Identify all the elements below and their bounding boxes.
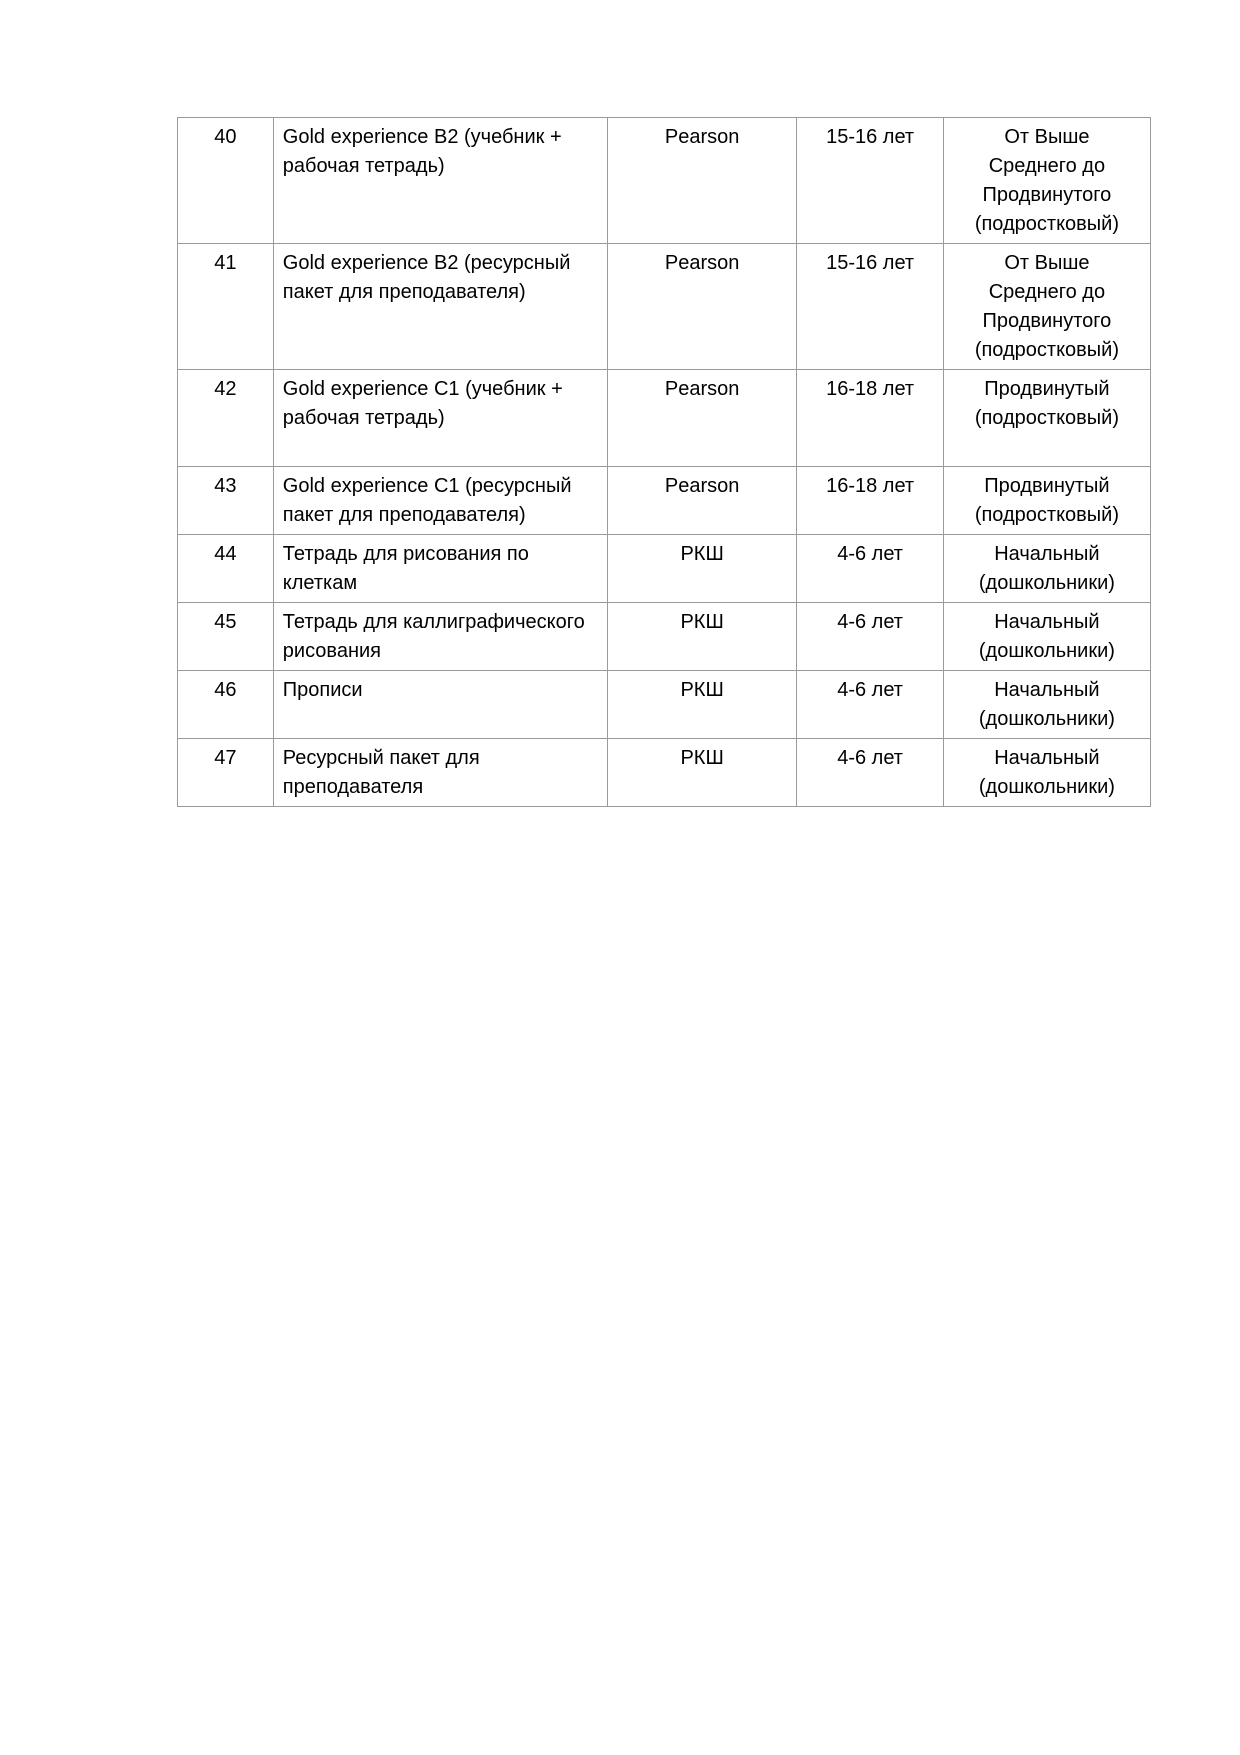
row-number: 42 [178,370,274,467]
table-row [178,370,1151,467]
publisher: Pearson [607,244,796,370]
publisher: Pearson [607,370,796,467]
table-row [178,739,1151,807]
table-row [178,118,1151,244]
level: Продвинутый (подростковый) [943,370,1150,467]
level: Начальный (дошкольники) [943,671,1150,739]
table-row [178,467,1151,535]
material-title: Gold experience B2 (учебник + рабочая тетрадь) [273,118,607,244]
row-number: 43 [178,467,274,535]
age-range: 15-16 лет [797,118,943,244]
materials-table [177,117,1151,807]
table-row [178,671,1151,739]
level: Начальный (дошкольники) [943,739,1150,807]
age-range: 4-6 лет [797,603,943,671]
publisher: РКШ [607,603,796,671]
row-number: 41 [178,244,274,370]
table-row [178,244,1151,370]
material-title: Тетрадь для рисования по клеткам [273,535,607,603]
level: Начальный (дошкольники) [943,603,1150,671]
publisher: Pearson [607,467,796,535]
age-range: 15-16 лет [797,244,943,370]
material-title: Gold experience B2 (ресурсный пакет для преподавателя) [273,244,607,370]
material-title: Ресурсный пакет для преподавателя [273,739,607,807]
material-title: Прописи [273,671,607,739]
publisher: РКШ [607,535,796,603]
publisher: Pearson [607,118,796,244]
age-range: 16-18 лет [797,467,943,535]
age-range: 4-6 лет [797,671,943,739]
age-range: 4-6 лет [797,535,943,603]
level: От Выше Среднего до Продвинутого (подростковый) [943,118,1150,244]
level: От Выше Среднего до Продвинутого (подростковый) [943,244,1150,370]
row-number: 44 [178,535,274,603]
level: Продвинутый (подростковый) [943,467,1150,535]
table-row [178,535,1151,603]
publisher: РКШ [607,739,796,807]
row-number: 46 [178,671,274,739]
table-row [178,603,1151,671]
row-number: 47 [178,739,274,807]
material-title: Тетрадь для каллиграфического рисования [273,603,607,671]
age-range: 16-18 лет [797,370,943,467]
material-title: Gold experience C1 (ресурсный пакет для преподавателя) [273,467,607,535]
material-title: Gold experience C1 (учебник + рабочая тетрадь) [273,370,607,467]
publisher: РКШ [607,671,796,739]
row-number: 45 [178,603,274,671]
row-number: 40 [178,118,274,244]
age-range: 4-6 лет [797,739,943,807]
level: Начальный (дошкольники) [943,535,1150,603]
